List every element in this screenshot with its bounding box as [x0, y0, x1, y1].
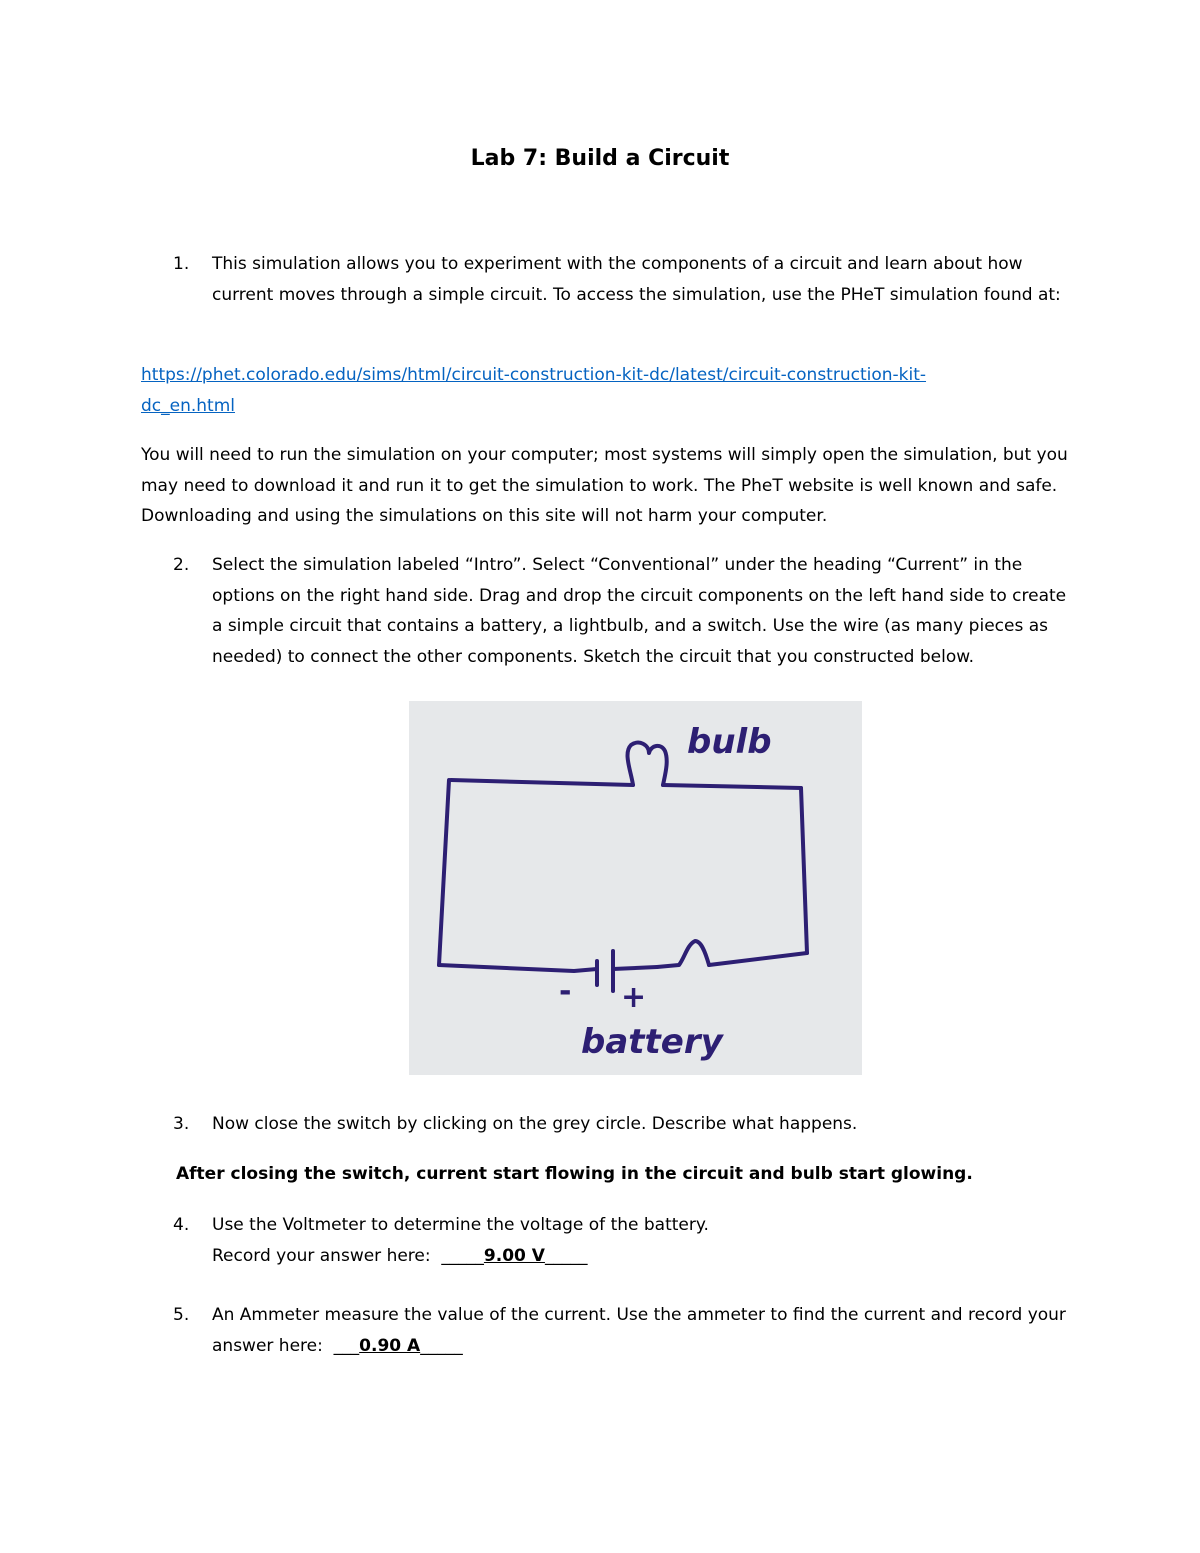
run-simulation-paragraph: You will need to run the simulation on your computer; most systems will simply open the simulation, but you may need to download it and run it to get the simulation to work. The PheT website is well known and safe. Downloading and using the simulations on this site will not harm your computer. — [141, 445, 1068, 526]
bulb-label: bulb — [687, 722, 772, 762]
current-answer: 0.90 A — [359, 1335, 421, 1356]
top-wire-left — [451, 780, 633, 785]
item-3-text: Now close the switch by clicking on the grey circle. Describe what happens. — [212, 1114, 858, 1134]
simulation-link-line-1[interactable]: https://phet.colorado.edu/sims/html/circuit-construction-kit-dc/latest/circuit-construction-kit- — [141, 365, 927, 385]
item-4-number: 4. — [173, 1215, 190, 1235]
plus-label: + — [621, 980, 647, 1015]
item-1-text: This simulation allows you to experiment with the components of a circuit and learn about how current moves through a simple circuit. To access the simulation, use the PHeT simulation found at: — [212, 254, 1061, 305]
item-2-number: 2. — [173, 555, 190, 575]
current-answer-prefix: ___ — [333, 1335, 360, 1356]
item-3-number: 3. — [173, 1114, 190, 1134]
bulb-symbol — [628, 743, 667, 785]
right-wire — [801, 788, 807, 953]
voltage-answer: 9.00 V — [483, 1245, 545, 1266]
voltage-answer-prefix: _____ — [441, 1245, 484, 1266]
item-4-record-label: Record your answer here: — [212, 1245, 431, 1266]
battery-right-wire — [613, 967, 657, 969]
circuit-sketch — [409, 701, 862, 1075]
item-4-text: Use the Voltmeter to determine the voltage of the battery. — [212, 1215, 709, 1235]
item-1-number: 1. — [173, 254, 190, 274]
bottom-wire-left — [439, 965, 597, 971]
simulation-link[interactable] — [141, 360, 1071, 421]
voltage-answer-suffix: _____ — [544, 1245, 588, 1266]
item-5-text: An Ammeter measure the value of the current. Use the ammeter to find the current and record your answer here: — [212, 1305, 1066, 1356]
simulation-link-line-2[interactable]: dc_en.html — [141, 395, 235, 416]
answer-3: After closing the switch, current start flowing in the circuit and bulb start glowing. — [176, 1164, 973, 1184]
page-title: Lab 7: Build a Circuit — [470, 146, 730, 171]
item-5-block — [212, 1300, 1072, 1361]
minus-label: - — [559, 974, 572, 1009]
switch-symbol — [657, 941, 709, 967]
item-5-number: 5. — [173, 1305, 190, 1325]
item-4-block — [212, 1210, 1072, 1271]
item-2-text: Select the simulation labeled “Intro”. Select “Conventional” under the heading “Current” in the options on the right hand side. Drag and drop the circuit components on the left hand side to create a simple circuit that contains a battery, a lightbulb, and a switch. Use the wire (as many pieces as needed) to connect the other components. Sketch the circuit that you constructed below. — [212, 555, 1067, 667]
current-answer-suffix: _____ — [420, 1335, 463, 1356]
top-wire-right — [663, 785, 801, 788]
circuit-sketch-drawing — [409, 701, 862, 1075]
battery-label: battery — [581, 1022, 723, 1062]
left-wire — [439, 780, 449, 965]
bottom-wire-right — [709, 953, 807, 965]
